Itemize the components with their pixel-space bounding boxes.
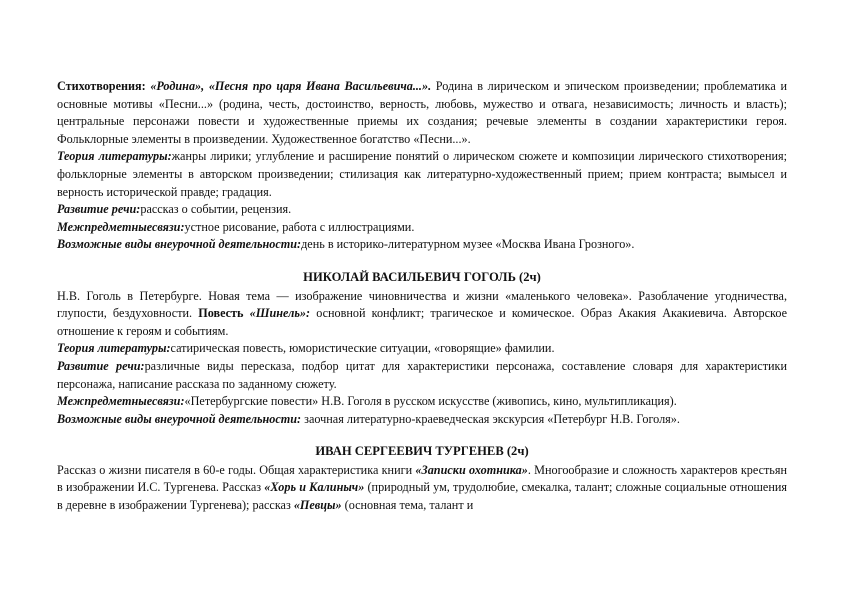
- works-text: Родина в лирическом и эпическом произведении; проблематика и основные мотивы «Песни...» (родина, честь, достоинство, верность, любовь, мужество и отвага, независимость; личность и власть); центральные персонажи повести и художественные приемы их создания; речевые элементы в создании характеристики героя. Фольклорные элементы в произведении. Художественное богатство «Песни...».: [57, 79, 787, 146]
- speech-label: Развитие речи:: [57, 202, 141, 217]
- extra-text: день в историко-литературном музее «Москва Ивана Грозного».: [301, 237, 635, 252]
- turgenev-story1-title: «Хорь и Калиныч»: [264, 480, 365, 495]
- inter-label: Межпредметныесвязи:: [57, 219, 185, 234]
- extra-label: Возможные виды внеурочной деятельности:: [57, 237, 302, 252]
- works-label: Стихотворения:: [57, 79, 146, 93]
- turgenev-text-2: . Многообразие и сложность характеров крестьян в изображении И.С. Тургенева. Рассказ: [57, 462, 787, 495]
- lermontov-works-paragraph: [57, 78, 787, 148]
- gogol-story-title: «Шинель»:: [243, 306, 311, 321]
- gogol-intro-paragraph: [57, 288, 787, 341]
- gogol-theory-label: Теория литературы:: [57, 341, 171, 356]
- turgenev-text-4: (основная тема, талант и: [341, 498, 474, 513]
- turgenev-text-3: (природный ум, трудолюбие, смекалка, талант; сложные социальные отношения в деревне в изображении Тургенева); рассказ: [57, 480, 787, 513]
- gogol-speech-text: различные виды пересказа, подбор цитат для характеристики персонажа, составление словаря для характеристики персонажа, написание рассказа по заданному сюжету.: [57, 358, 787, 391]
- inter-text: устное рисование, работа с иллюстрациями.: [184, 219, 415, 234]
- turgenev-story2-title: «Певцы»: [293, 498, 342, 513]
- gogol-intro-text: Н.В. Гоголь в Петербурге. Новая тема — изображение чиновничества и жизни «маленького человека». Разоблачение угодничества, глупости, бездуховности.: [57, 288, 787, 321]
- gogol-inter-paragraph: [57, 393, 787, 411]
- turgenev-text-1: Рассказ о жизни писателя в 60-е годы. Общая характеристика книги: [57, 462, 416, 477]
- gogol-speech-label: Развитие речи:: [57, 358, 145, 373]
- gogol-inter-text: «Петербургские повести» Н.В. Гоголя в русском искусстве (живопись, кино, мультипликация).: [184, 394, 677, 409]
- lermontov-extra-paragraph: [57, 236, 787, 254]
- document-page: [57, 78, 787, 515]
- gogol-heading: НИКОЛАЙ ВАСИЛЬЕВИЧ ГОГОЛЬ (2ч): [303, 269, 541, 284]
- turgenev-intro-paragraph: [57, 462, 787, 515]
- lermontov-theory-paragraph: [57, 148, 787, 201]
- gogol-theory-paragraph: [57, 340, 787, 358]
- turgenev-heading: ИВАН СЕРГЕЕВИЧ ТУРГЕНЕВ (2ч): [315, 444, 529, 459]
- gogol-extra-paragraph: [57, 411, 787, 429]
- gogol-theory-text: сатирическая повесть, юмористические ситуации, «говорящие» фамилии.: [170, 341, 555, 356]
- gogol-extra-text: заочная литературно-краеведческая экскурсия «Петербург Н.В. Гоголя».: [301, 411, 680, 426]
- gogol-speech-paragraph: [57, 358, 787, 393]
- theory-label: Теория литературы:: [57, 149, 172, 164]
- lermontov-inter-paragraph: [57, 219, 787, 237]
- works-titles: «Родина», «Песня про царя Ивана Васильевича...».: [150, 79, 432, 93]
- lermontov-speech-paragraph: [57, 201, 787, 219]
- gogol-extra-label: Возможные виды внеурочной деятельности:: [57, 411, 302, 426]
- speech-text: рассказ о событии, рецензия.: [140, 202, 292, 217]
- turgenev-book-title: «Записки охотника»: [415, 462, 528, 477]
- gogol-story-label: Повесть: [198, 306, 244, 321]
- theory-text: жанры лирики; углубление и расширение понятий о лирическом сюжете и композиции лирического стихотворения; фольклорные элементы в авторском произведении; стилизация как литературно-художественный прием; прием контраста; вымысел и верность исторической правде; градация.: [57, 149, 787, 199]
- gogol-inter-label: Межпредметныесвязи:: [57, 394, 185, 409]
- gogol-story-text: основной конфликт; трагическое и комическое. Образ Акакия Акакиевича. Авторское отношение к героям и событиям.: [57, 306, 787, 338]
